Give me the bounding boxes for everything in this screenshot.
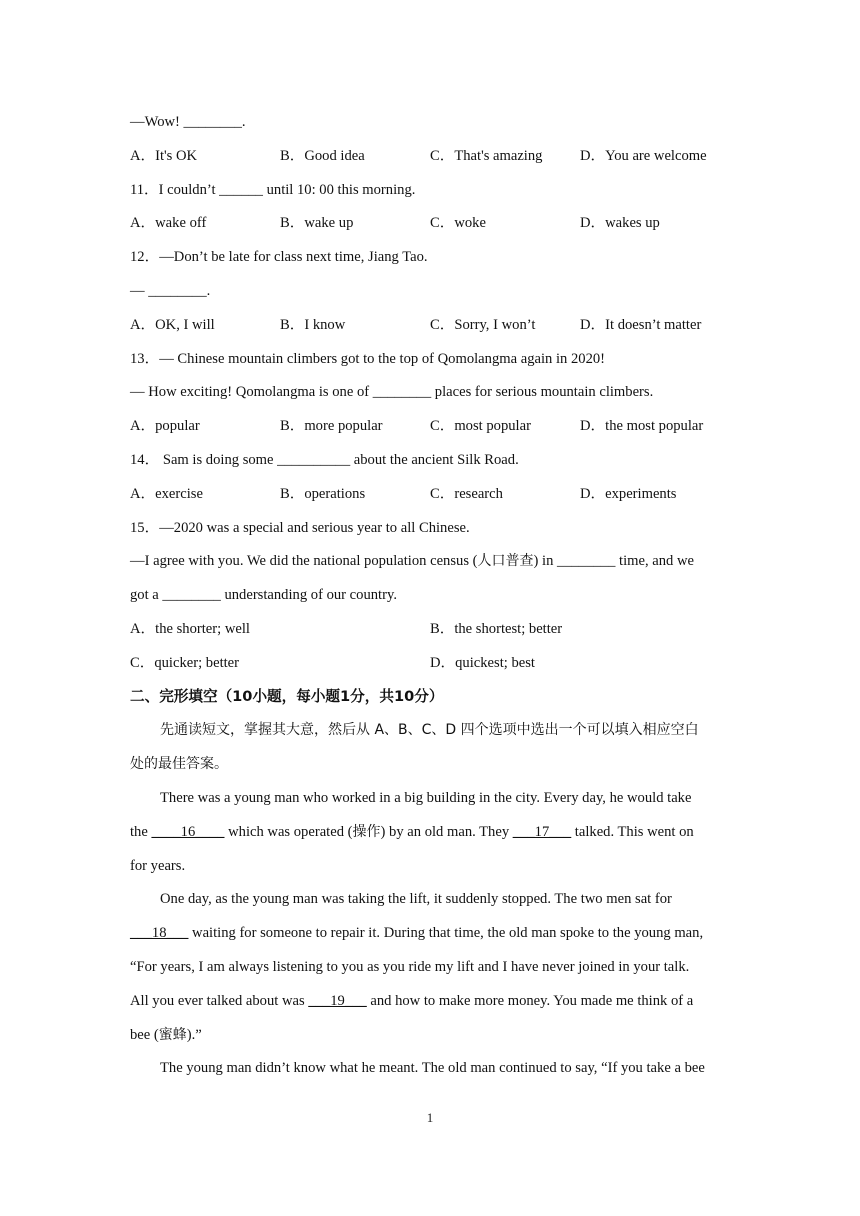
passage-paragraph-2-line-2 xyxy=(130,922,740,956)
q15-response-line-cont: got a ________ understanding of our country. xyxy=(130,587,397,604)
q14-option-a: A．exercise xyxy=(130,485,203,502)
passage-text: ) by an old man. They xyxy=(380,823,513,840)
q11-stem: 11．I couldn’t ______ until 10: 00 this morning. xyxy=(130,181,416,198)
q11-option-a: A．wake off xyxy=(130,215,207,232)
q14-options xyxy=(130,483,740,517)
q11-options xyxy=(130,212,740,246)
q13-option-d: D．the most popular xyxy=(580,418,704,435)
q10-response-line: —Wow! ________. xyxy=(130,114,246,130)
blank-18: ___18___ xyxy=(130,925,189,942)
passage-paragraph-1-line-3: for years. xyxy=(130,857,186,874)
q15-response-post: ) in ________ time, and we xyxy=(533,553,695,570)
q14-option-d: D．experiments xyxy=(580,485,677,502)
q12-options xyxy=(130,314,740,348)
q12-option-c: C．Sorry, I won’t xyxy=(430,316,536,333)
q13-option-b: B．more popular xyxy=(280,418,383,435)
q15-options-row2 xyxy=(130,652,740,686)
passage-text: bee ( xyxy=(130,1026,159,1043)
passage-text: talked. This went on xyxy=(571,823,694,840)
q15-option-a: A．the shorter; well xyxy=(130,620,250,637)
q10-option-c: C．That's amazing xyxy=(430,147,543,164)
q10-option-d: D．You are welcome xyxy=(580,147,707,164)
passage-text: and how to make more money. You made me think of a xyxy=(366,992,694,1009)
passage-paragraph-2-line-1: One day, as the young man was taking the lift, it suddenly stopped. The two men sat for xyxy=(160,891,672,908)
q10-options xyxy=(130,145,740,179)
chinese-gloss: 操作 xyxy=(352,823,381,840)
passage-paragraph-3-line-1: The young man didn’t know what he meant. The old man continued to say, “If you take a bee xyxy=(160,1060,705,1077)
passage-text: ).” xyxy=(186,1026,202,1043)
passage-paragraph-2-line-5 xyxy=(130,1024,740,1058)
passage-text: which was operated ( xyxy=(224,823,353,840)
blank-16: ____16____ xyxy=(151,823,225,840)
q15-option-c: C．quicker; better xyxy=(130,654,240,671)
passage-paragraph-2-line-3: “For years, I am always listening to you as you ride my lift and I have never joined in your talk. xyxy=(130,958,690,975)
q11-option-b: B．wake up xyxy=(280,215,354,232)
passage-text: waiting for someone to repair it. During that time, the old man spoke to the young man, xyxy=(188,925,704,942)
q15-response-line xyxy=(130,550,740,584)
q15-options-row1 xyxy=(130,618,740,652)
passage-text: All you ever talked about was xyxy=(130,992,309,1009)
q15-response-pre: —I agree with you. We did the national population census ( xyxy=(130,553,478,570)
q12-option-b: B．I know xyxy=(280,316,346,333)
page-content xyxy=(130,111,740,1091)
chinese-gloss: 蜜蜂 xyxy=(158,1026,187,1043)
q12-response-line: — ________. xyxy=(130,282,211,299)
q12-option-a: A．OK, I will xyxy=(130,316,215,333)
blank-19: ___19___ xyxy=(308,992,367,1009)
q12-stem: 12．—Don’t be late for class next time, Jiang Tao. xyxy=(130,249,428,266)
q14-stem: 14． Sam is doing some __________ about the ancient Silk Road. xyxy=(130,451,519,468)
q13-stem: 13．— Chinese mountain climbers got to the top of Qomolangma again in 2020! xyxy=(130,350,606,367)
q12-option-d: D．It doesn’t matter xyxy=(580,316,702,333)
q13-option-a: A．popular xyxy=(130,418,200,435)
q13-response-line: — How exciting! Qomolangma is one of ________ places for serious mountain climbers. xyxy=(130,384,654,401)
section-instructions: 先通读短文，掌握其大意，然后从 A、B、C、D 四个选项中选出一个可以填入相应空白 xyxy=(160,722,699,739)
section-heading: 二、完形填空（10小题，每小题1分，共10分） xyxy=(130,687,444,705)
q13-options xyxy=(130,415,740,449)
q10-option-b: B．Good idea xyxy=(280,147,365,164)
q11-option-d: D．wakes up xyxy=(580,215,660,232)
q11-option-c: C．woke xyxy=(430,215,486,232)
passage-paragraph-2-line-4 xyxy=(130,990,740,1024)
blank-17: ___17___ xyxy=(512,823,572,840)
q15-stem: 15．—2020 was a special and serious year to all Chinese. xyxy=(130,519,470,536)
q14-option-b: B．operations xyxy=(280,485,366,502)
passage-text: the xyxy=(130,823,152,840)
q15-response-chinese-gloss: 人口普查 xyxy=(477,553,534,570)
q15-option-b: B．the shortest; better xyxy=(430,620,563,637)
passage-paragraph-1-line-1: There was a young man who worked in a big building in the city. Every day, he would take xyxy=(160,789,692,806)
q14-option-c: C．research xyxy=(430,485,503,502)
q15-option-d: D．quickest; best xyxy=(430,654,535,671)
q13-option-c: C．most popular xyxy=(430,418,531,435)
passage-paragraph-1-line-2 xyxy=(130,821,740,855)
section-instructions-cont: 处的最佳答案。 xyxy=(130,756,228,773)
q10-option-a: A．It's OK xyxy=(130,147,198,164)
page-number: 1 xyxy=(426,1110,434,1125)
